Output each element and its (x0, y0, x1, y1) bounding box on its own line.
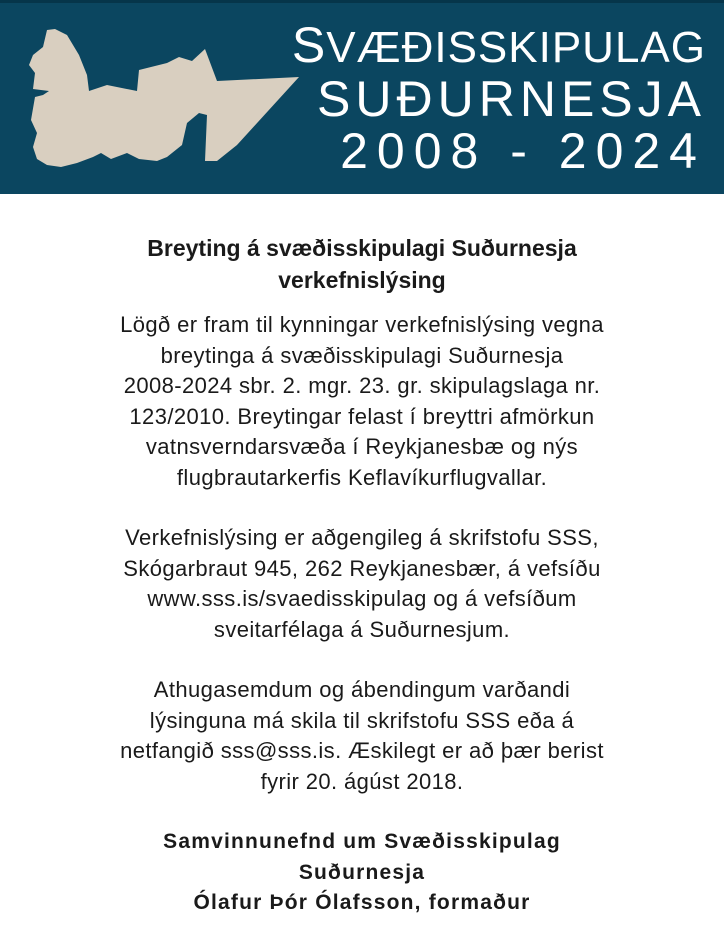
paragraph-intro (0, 310, 724, 493)
text-line: Athugasemdum og ábendingum varðandi (153, 677, 571, 702)
website-link[interactable]: www.sss.is/svaedisskipulag og á vefsíðum (147, 586, 577, 611)
text-line: vatnsverndarsvæða í Reykjanesbæ og nýs (145, 434, 579, 459)
banner-header (0, 0, 724, 194)
title-line2: SUÐURNESJA (317, 71, 706, 127)
text-line: Verkefnislýsing er aðgengileg á skrifstofu SSS, (125, 525, 599, 550)
notice-heading (0, 232, 724, 296)
text-line: breytinga á svæðisskipulagi Suðurnesja (160, 342, 564, 368)
text-line: Skógarbraut 945, 262 Reykjanesbær, á vefsíðu (123, 555, 601, 581)
text-line: Lögð er fram til kynningar verkefnislýsing vegna (120, 312, 604, 337)
region-map-icon (27, 25, 303, 175)
paragraph-comments (0, 675, 724, 797)
banner-title (291, 17, 706, 179)
email-line[interactable]: netfangið sss@sss.is. Æskilegt er að þær berist (120, 738, 604, 763)
signature (0, 827, 724, 919)
notice-body (0, 194, 724, 919)
title-line3: 2008 - 2024 (340, 123, 706, 179)
paragraph-availability (0, 523, 724, 645)
signature-name: Ólafur Þór Ólafsson, formaður (193, 891, 531, 914)
heading-line: verkefnislýsing (278, 267, 446, 293)
text-line: lýsinguna má skila til skrifstofu SSS eða á (149, 707, 575, 733)
title-initial: S (291, 17, 327, 73)
text-line: flugbrautarkerfis Keflavíkurflugvallar. (176, 464, 548, 490)
signature-line: Suðurnesja (298, 860, 426, 884)
title-line1: VÆÐISSKIPULAG (326, 23, 706, 72)
heading-line: Breyting á svæðisskipulagi Suðurnesja (147, 235, 577, 261)
text-line: sveitarfélaga á Suðurnesjum. (213, 616, 511, 642)
text-line: 123/2010. Breytingar felast í breyttri afmörkun (129, 403, 595, 429)
signature-line: Samvinnunefnd um Svæðisskipulag (163, 830, 561, 853)
text-line: 2008-2024 sbr. 2. mgr. 23. gr. skipulagslaga nr. (123, 373, 601, 398)
deadline-line: fyrir 20. ágúst 2018. (260, 768, 464, 794)
